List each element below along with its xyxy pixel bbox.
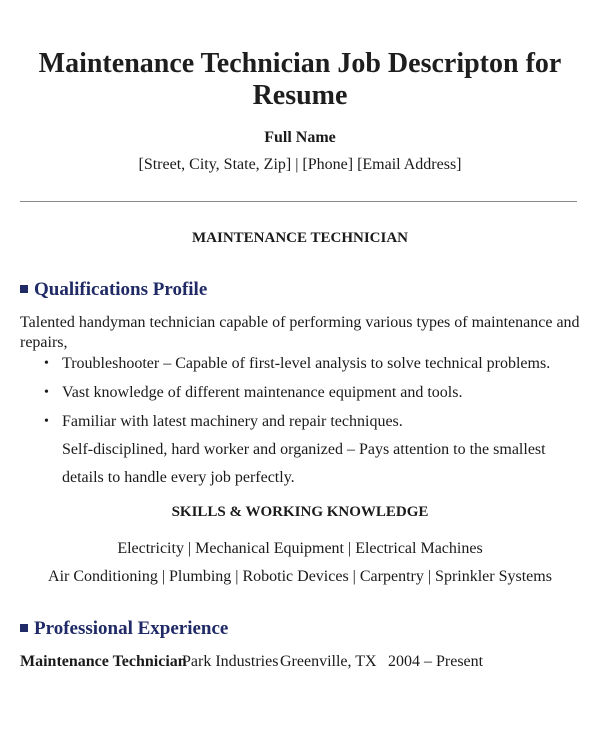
list-item-text: Vast knowledge of different maintenance equipment and tools. xyxy=(62,384,463,401)
job-title: MAINTENANCE TECHNICIAN xyxy=(192,230,408,246)
bullet-icon: • xyxy=(44,356,49,371)
skills-heading: SKILLS & WORKING KNOWLEDGE xyxy=(171,504,429,520)
qualifications-list xyxy=(0,349,600,492)
qualifications-heading-label: Qualifications Profile xyxy=(34,279,208,300)
list-item xyxy=(0,349,582,378)
bullet-icon: • xyxy=(44,414,49,429)
skills-line-2: Air Conditioning | Plumbing | Robotic Devices | Carpentry | Sprinkler Systems xyxy=(48,568,552,585)
full-name: Full Name xyxy=(264,129,336,146)
list-item-extra-text: Self-disciplined, hard worker and organized – Pays attention to the smallest details to handle every job perfectly. xyxy=(62,441,546,486)
skills-line-1: Electricity | Mechanical Equipment | Electrical Machines xyxy=(117,540,483,557)
document-title: Maintenance Technician Job Descripton for Resume xyxy=(38,48,562,111)
square-bullet-icon xyxy=(20,624,28,632)
qualifications-summary: Talented handyman technician capable of performing various types of maintenance and repairs, xyxy=(20,314,580,351)
experience-company: Park Industries xyxy=(182,653,279,670)
square-bullet-icon xyxy=(20,285,28,293)
experience-heading xyxy=(20,617,228,641)
list-item xyxy=(0,407,582,492)
bullet-icon: • xyxy=(44,385,49,400)
list-item-text: Familiar with latest machinery and repair techniques. xyxy=(62,413,403,430)
list-item xyxy=(0,378,582,407)
experience-location: Greenville, TX xyxy=(280,653,377,670)
experience-row xyxy=(20,652,483,672)
experience-heading-label: Professional Experience xyxy=(34,618,229,639)
qualifications-heading xyxy=(20,278,207,302)
experience-role: Maintenance Technician xyxy=(20,653,187,670)
divider-rule xyxy=(20,201,577,202)
experience-dates: 2004 – Present xyxy=(388,653,484,670)
contact-info: [Street, City, State, Zip] | [Phone] [Email Address] xyxy=(138,156,462,173)
list-item-text: Troubleshooter – Capable of first-level analysis to solve technical problems. xyxy=(62,355,551,372)
